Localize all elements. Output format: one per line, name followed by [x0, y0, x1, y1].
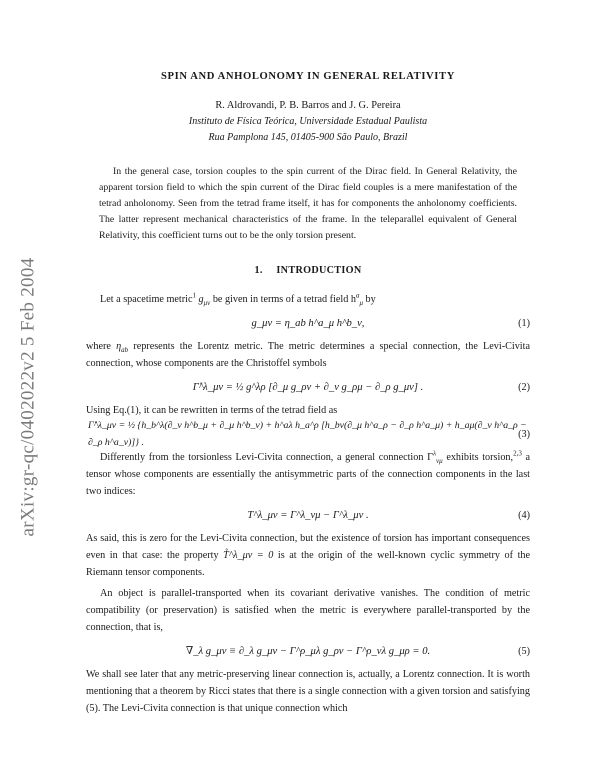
section-heading — [86, 262, 530, 279]
paragraph-7: We shall see later that any metric-preserving linear connection is, actually, a Lorentz connection. It is worth mentioning that a theorem by Ricci states that there is a single connection with a given torsion and satisfying (5). The Levi-Civita connection is that unique connection which — [86, 669, 530, 714]
equation-1-body: g_μν = η_ab h^a_μ h^b_ν, — [251, 317, 365, 329]
equation-2-body: Γ̊^λ_μν = ½ g^λρ [∂_μ g_ρν + ∂_ν g_ρμ − ∂_ρ g_μν] . — [192, 381, 424, 393]
arxiv-stamp — [6, 242, 50, 552]
equation-4 — [86, 500, 530, 530]
paragraph-4: Differently from the torsionless Levi-Civita connection, a general connection $\Gamma^\lambda_{\nu\mu}$ exhibits torsion,$^{2,3}$ a tensor whose components are essentially the antisymmetric parts of the connection components in the last two indices: — [86, 449, 530, 497]
paragraph-1: Let a spacetime metric$^1$ $g_{\mu\nu}$ be given in terms of a tetrad field $h^a_\mu$ by — [100, 291, 376, 308]
section-number: 1. — [254, 265, 263, 276]
equation-5-body: ∇_λ g_μν ≡ ∂_λ g_μν − Γ^ρ_μλ g_ρν − Γ^ρ_νλ g_μρ = 0. — [185, 645, 431, 657]
paper-title: SPIN AND ANHOLONOMY IN GENERAL RELATIVITY — [161, 71, 455, 82]
equation-4-number: (4) — [518, 509, 530, 521]
section-title: INTRODUCTION — [276, 265, 362, 276]
paper-page — [86, 60, 530, 717]
equation-2 — [86, 372, 530, 402]
address: Rua Pamplona 145, 01405-900 São Paulo, Brazil — [208, 132, 408, 143]
authors: R. Aldrovandi, P. B. Barros and J. G. Pereira — [215, 100, 401, 111]
arxiv-id: arXiv:gr-qc/0402022v2 5 Feb 2004 — [17, 257, 38, 537]
equation-3-number: (3) — [518, 428, 530, 440]
equation-1-number: (1) — [518, 317, 530, 329]
equation-5-number: (5) — [518, 645, 530, 657]
affiliation: Instituto de Física Teórica, Universidade Estadual Paulista — [188, 116, 428, 127]
abstract: In the general case, torsion couples to the spin current of the Dirac field. In General Relativity, the apparent torsion field to which the spin current of the Dirac field couples is a mere manifestation of the tetrad anholonomy. Seen from the tetrad frame itself, it has for components the anholonomy coefficients. The latter represent mechanical characteristics of the frame. In the teleparallel equivalent of General Relativity, this coefficient turns out to be the only torsion present. — [99, 166, 517, 241]
paragraph-2: where $\eta_{ab}$ represents the Lorentz metric. The metric determines a special connection, the Levi-Civita connection, whose components are the Christoffel symbols — [86, 341, 530, 369]
equation-3-body: Γ̊^λ_μν = ½ {h_b^λ(∂_ν h^b_μ + ∂_μ h^b_ν) + h^aλ h_a^ρ [h_bν(∂_μ h^a_ρ − ∂_ρ h^a_μ) + h_aμ(∂_ν h^a_ρ − ∂_ρ h^a_ν)]} . — [88, 420, 527, 448]
equation-2-number: (2) — [518, 381, 530, 393]
equation-4-body: T^λ_μν = Γ^λ_νμ − Γ^λ_μν . — [247, 509, 369, 521]
paragraph-6: An object is parallel-transported when its covariant derivative vanishes. The condition of metric compatibility (or preservation) is satisfied when the metric is everywhere parallel-transported by the connection, that is, — [86, 588, 530, 633]
equation-5 — [86, 636, 530, 666]
paragraph-5: As said, this is zero for the Levi-Civita connection, but the existence of torsion has important consequences even in that case: the property T̊^λ_μν = 0 is at the origin of the well-known cyclic symmetry of the Riemann tensor components. — [86, 533, 531, 578]
equation-1 — [86, 308, 530, 338]
equation-3 — [86, 419, 530, 449]
paragraph-3: Using Eq.(1), it can be rewritten in terms of the tetrad field as — [86, 405, 338, 416]
